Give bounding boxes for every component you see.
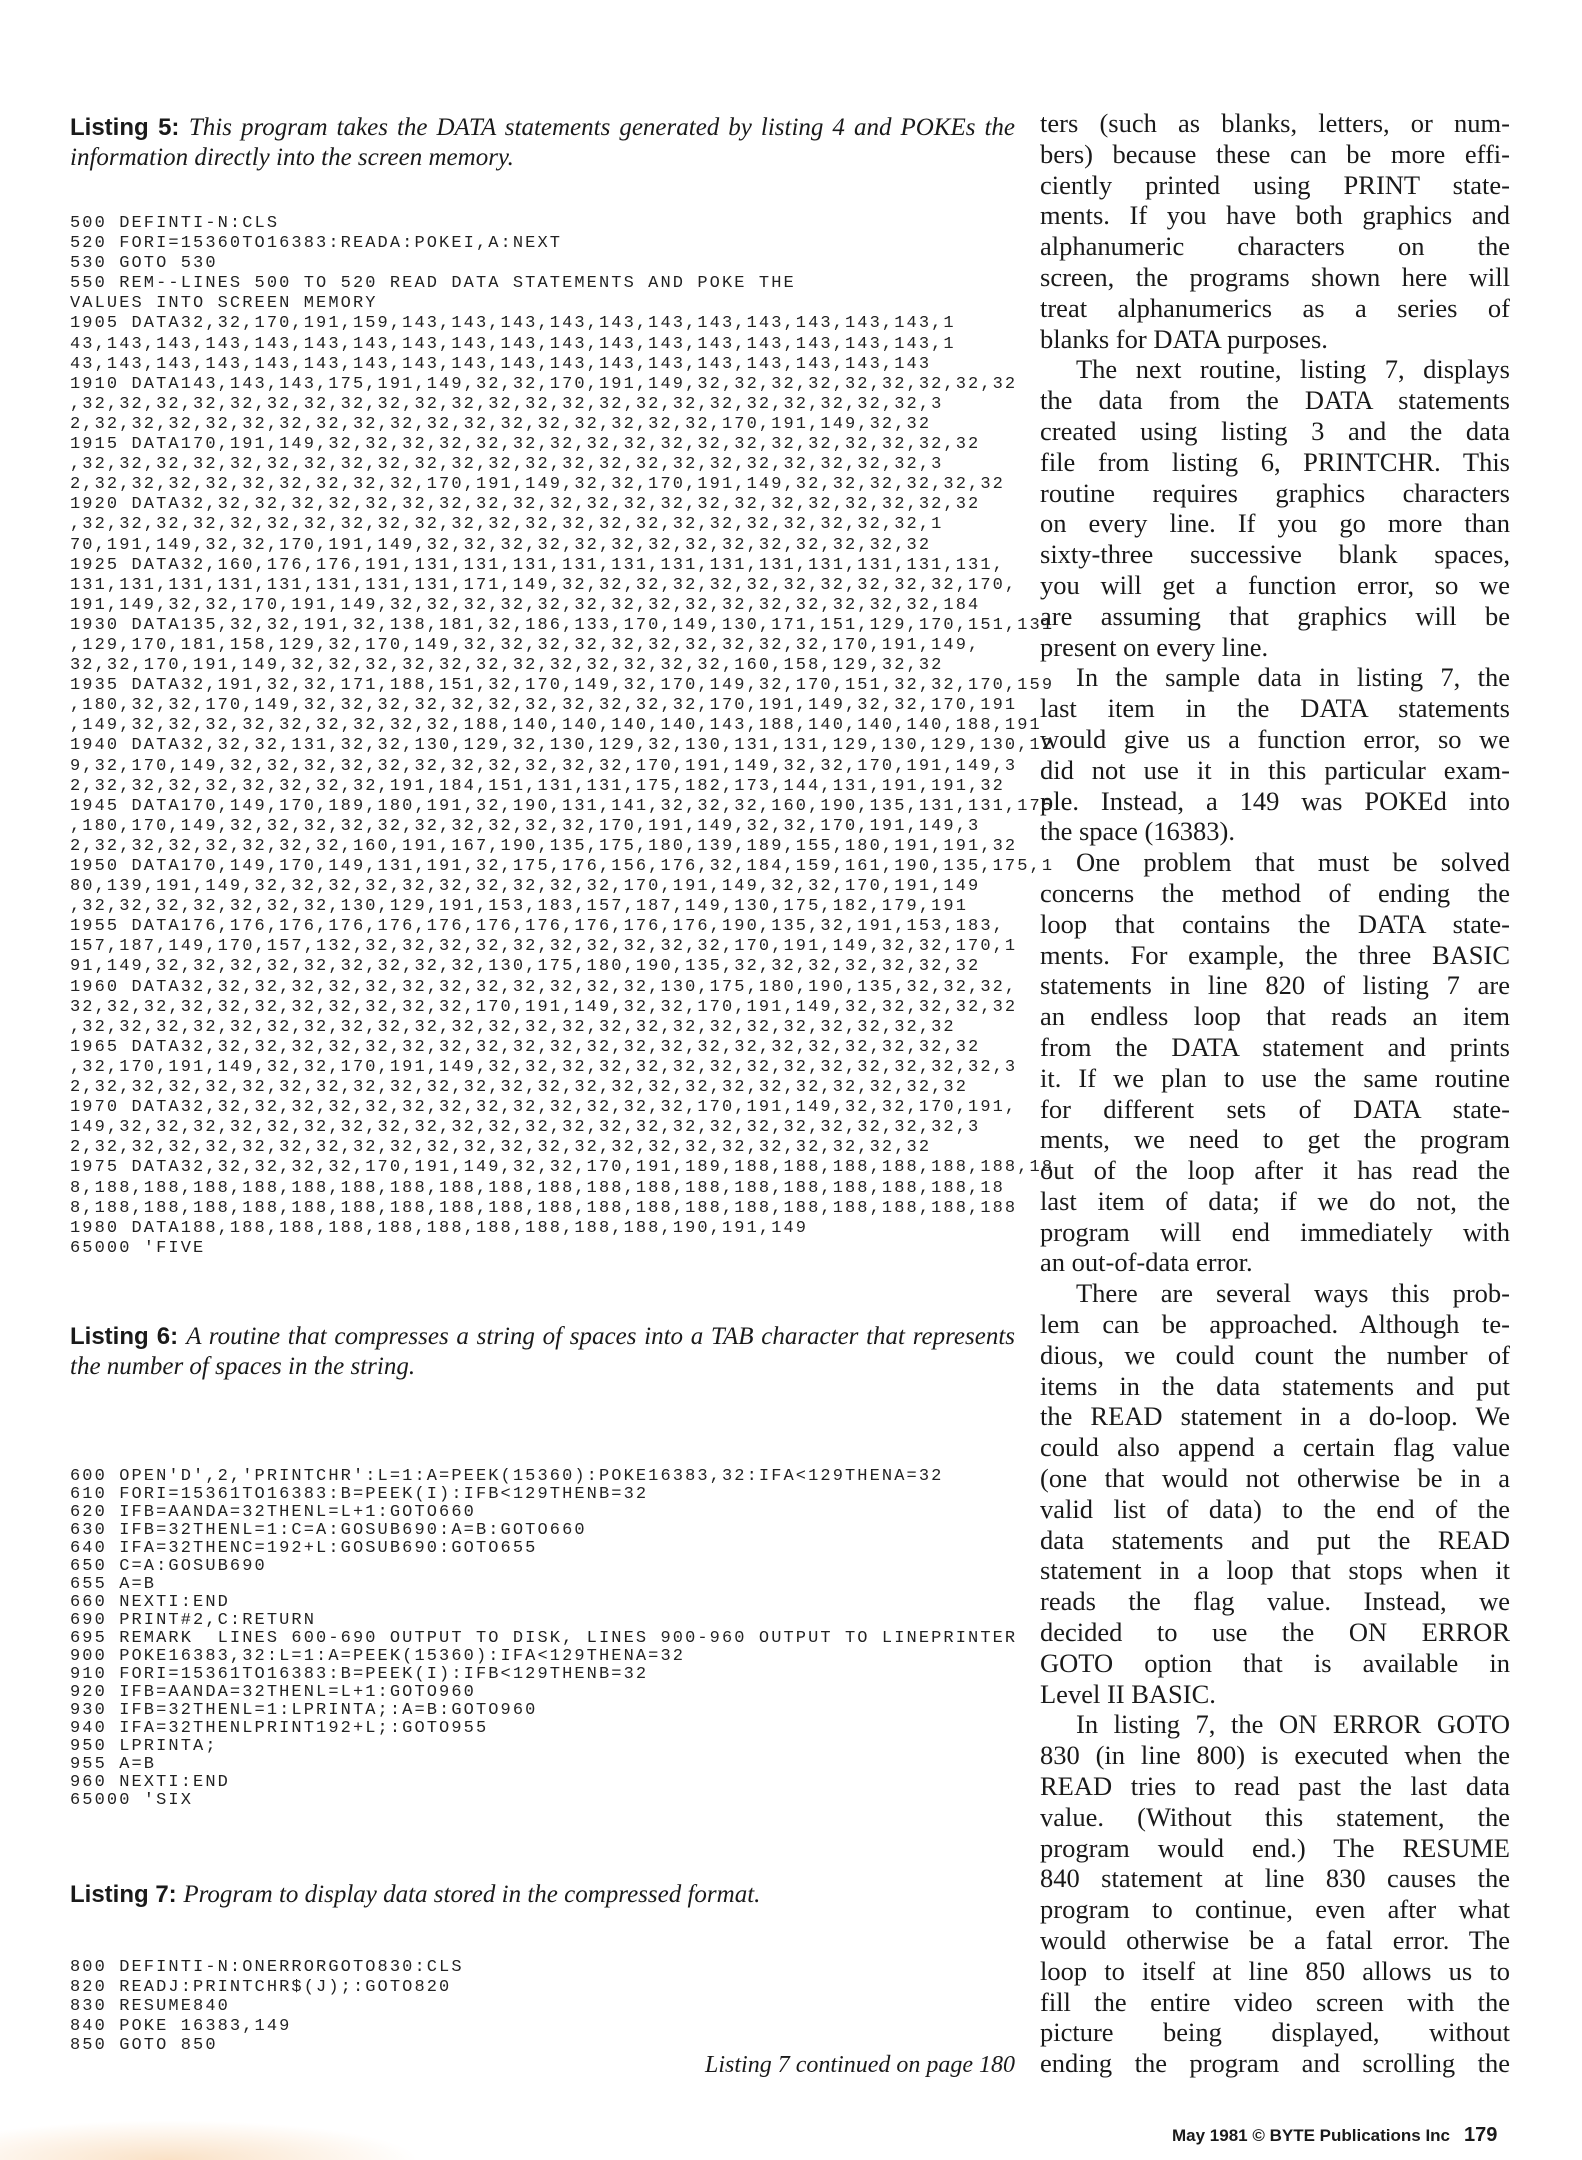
code-line: 32,32,32,32,32,32,32,32,32,32,32,170,191,149,32,32,170,191,149,32,32,32,32,32 bbox=[70, 997, 1018, 1017]
code-line: 910 FORI=15361TO16383:B=PEEK(I):IFB<129THENB=32 bbox=[70, 1665, 649, 1684]
text-line: valid list of data) to the end of the bbox=[1040, 1493, 1510, 1524]
text-line: file from listing 6, PRINTCHR. This bbox=[1040, 446, 1510, 477]
text-line: loop that contains the DATA state- bbox=[1040, 908, 1510, 939]
listing-5-code bbox=[70, 214, 1054, 1259]
code-line: 2,32,32,32,32,32,32,32,160,191,167,190,135,175,180,139,189,155,180,191,191,32 bbox=[70, 836, 1018, 856]
code-line: ,32,32,32,32,32,32,32,32,32,32,32,32,32,32,32,32,32,32,32,32,32,32,32,32 bbox=[70, 1017, 956, 1037]
text-line: ending the program and scrolling the bbox=[1040, 2048, 1510, 2079]
page-number: 179 bbox=[1464, 2124, 1498, 2146]
code-line: 600 OPEN'D',2,'PRINTCHR':L=1:A=PEEK(15360):POKE16383,32:IFA<129THENA=32 bbox=[70, 1467, 944, 1486]
code-line: 1910 DATA143,143,143,175,191,149,32,32,170,191,149,32,32,32,32,32,32,32,32,32 bbox=[70, 374, 1018, 394]
code-line: 820 READJ:PRINTCHR$(J);:GOTO820 bbox=[70, 1977, 452, 1997]
code-line: 1905 DATA32,32,170,191,159,143,143,143,143,143,143,143,143,143,143,143,1 bbox=[70, 314, 956, 334]
code-line: 800 DEFINTI-N:ONERRORGOTO830:CLS bbox=[70, 1958, 464, 1977]
text-line: it. If we plan to use the same routine bbox=[1040, 1062, 1510, 1093]
code-line: 940 IFA=32THENLPRINT192+L;:GOTO955 bbox=[70, 1719, 489, 1738]
code-line: 2,32,32,32,32,32,32,32,32,32,32,32,32,32,32,32,32,32,170,191,149,32,32 bbox=[70, 414, 932, 434]
code-line: 157,187,149,170,157,132,32,32,32,32,32,32,32,32,32,32,170,191,149,32,32,170,1 bbox=[70, 937, 1018, 957]
text-line: created using listing 3 and the data bbox=[1040, 415, 1510, 446]
footer-credit: May 1981 © BYTE Publications Inc bbox=[1172, 2126, 1451, 2145]
listing-7-code bbox=[70, 1958, 464, 2056]
code-line: 550 REM--LINES 500 TO 520 READ DATA STATEMENTS AND POKE THE bbox=[70, 274, 796, 294]
code-line: 655 A=B bbox=[70, 1575, 157, 1594]
code-line: 620 IFB=AANDA=32THENL=L+1:GOTO660 bbox=[70, 1503, 476, 1522]
article-paragraph bbox=[1040, 662, 1510, 847]
code-line: 630 IFB=32THENL=1:C=A:GOSUB690:A=B:GOTO660 bbox=[70, 1521, 587, 1540]
code-line: 91,149,32,32,32,32,32,32,32,32,32,130,175,180,190,135,32,32,32,32,32,32,32 bbox=[70, 957, 981, 977]
article-column bbox=[1040, 108, 1510, 2079]
text-line: screen, the programs shown here will bbox=[1040, 261, 1510, 292]
code-line: ,32,32,32,32,32,32,32,32,32,32,32,32,32,32,32,32,32,32,32,32,32,32,32,3 bbox=[70, 455, 944, 475]
text-line: you will get a function error, so we bbox=[1040, 569, 1510, 600]
code-line: ,32,32,32,32,32,32,32,32,32,32,32,32,32,32,32,32,32,32,32,32,32,32,32,1 bbox=[70, 515, 944, 535]
code-line: 43,143,143,143,143,143,143,143,143,143,143,143,143,143,143,143,143,143,1 bbox=[70, 334, 956, 354]
code-line: ,32,32,32,32,32,32,32,130,129,191,153,183,157,187,149,130,175,182,179,191 bbox=[70, 897, 969, 917]
text-line: fill the entire video screen with the bbox=[1040, 1986, 1510, 2017]
text-line: reads the flag value. Instead, we bbox=[1040, 1586, 1510, 1617]
listing-5-caption-text: This program takes the DATA statements generated by listing 4 and POKEs the information directly into the screen memory. bbox=[70, 114, 1016, 171]
article-paragraph bbox=[1040, 354, 1510, 662]
code-line: 530 GOTO 530 bbox=[70, 254, 218, 274]
text-line: program to continue, even after what bbox=[1040, 1894, 1510, 1925]
code-line: 1945 DATA170,149,170,189,180,191,32,190,131,141,32,32,32,160,190,135,131,131,175 bbox=[70, 796, 1055, 816]
text-line: ments, we need to get the program bbox=[1040, 1124, 1510, 1155]
code-line: 131,131,131,131,131,131,131,131,171,149,32,32,32,32,32,32,32,32,32,32,32,170, bbox=[70, 575, 1018, 595]
text-line: sixty-three successive blank spaces, bbox=[1040, 539, 1510, 570]
code-line: 920 IFB=AANDA=32THENL=L+1:GOTO960 bbox=[70, 1683, 476, 1702]
text-line: are assuming that graphics will be bbox=[1040, 600, 1510, 631]
code-line: 149,32,32,32,32,32,32,32,32,32,32,32,32,32,32,32,32,32,32,32,32,32,32,32,3 bbox=[70, 1118, 981, 1138]
code-line: 960 NEXTI:END bbox=[70, 1773, 230, 1792]
code-line: 32,32,170,191,149,32,32,32,32,32,32,32,32,32,32,32,32,160,158,129,32,32 bbox=[70, 656, 944, 676]
text-line: last item in the DATA statements bbox=[1040, 693, 1510, 724]
text-line: could also append a certain flag value bbox=[1040, 1432, 1510, 1463]
article-paragraph bbox=[1040, 1278, 1510, 1709]
text-line: One problem that must be solved bbox=[1076, 847, 1510, 878]
text-line: The next routine, listing 7, displays bbox=[1076, 354, 1510, 385]
text-line: dious, we could count the number of bbox=[1040, 1339, 1510, 1370]
text-line: routine requires graphics characters bbox=[1040, 477, 1510, 508]
code-line: ,149,32,32,32,32,32,32,32,32,32,188,140,140,140,140,143,188,140,140,140,188,191 bbox=[70, 716, 1042, 736]
text-line: out of the loop after it has read the bbox=[1040, 1155, 1510, 1186]
code-line: ,32,170,191,149,32,32,170,191,149,32,32,32,32,32,32,32,32,32,32,32,32,32,32,3 bbox=[70, 1057, 1018, 1077]
listing-6-caption-text: A routine that compresses a string of spaces into a TAB character that represents the number of spaces in the string. bbox=[70, 1323, 1016, 1380]
text-line: would otherwise be a fatal error. The bbox=[1040, 1925, 1510, 1956]
code-line: 8,188,188,188,188,188,188,188,188,188,188,188,188,188,188,188,188,188,188,18 bbox=[70, 1178, 1005, 1198]
code-line: 8,188,188,188,188,188,188,188,188,188,188,188,188,188,188,188,188,188,188,188 bbox=[70, 1198, 1018, 1218]
code-line: 1965 DATA32,32,32,32,32,32,32,32,32,32,32,32,32,32,32,32,32,32,32,32,32,32 bbox=[70, 1037, 981, 1057]
code-line: ,180,32,32,170,149,32,32,32,32,32,32,32,32,32,32,32,170,191,149,32,32,170,191 bbox=[70, 696, 1018, 716]
code-line: 9,32,170,149,32,32,32,32,32,32,32,32,32,32,32,170,191,149,32,32,170,191,149,3 bbox=[70, 756, 1018, 776]
code-line: 660 NEXTI:END bbox=[70, 1593, 230, 1612]
code-line: 70,191,149,32,32,170,191,149,32,32,32,32,32,32,32,32,32,32,32,32,32,32 bbox=[70, 535, 932, 555]
code-line: 43,143,143,143,143,143,143,143,143,143,143,143,143,143,143,143,143,143 bbox=[70, 354, 932, 374]
code-line: 1980 DATA188,188,188,188,188,188,188,188,188,188,190,191,149 bbox=[70, 1218, 809, 1238]
article-paragraph bbox=[1040, 847, 1510, 1278]
code-line: 950 LPRINTA; bbox=[70, 1737, 218, 1756]
code-line: ,180,170,149,32,32,32,32,32,32,32,32,32,32,170,191,149,32,32,170,191,149,3 bbox=[70, 816, 981, 836]
code-line: 1920 DATA32,32,32,32,32,32,32,32,32,32,32,32,32,32,32,32,32,32,32,32,32,32 bbox=[70, 495, 981, 515]
text-line: statement in a loop that stops when it bbox=[1040, 1555, 1510, 1586]
text-line: 840 statement at line 830 causes the bbox=[1040, 1863, 1510, 1894]
code-line: 1955 DATA176,176,176,176,176,176,176,176,176,176,176,190,135,32,191,153,183, bbox=[70, 917, 1005, 937]
code-line: ,32,32,32,32,32,32,32,32,32,32,32,32,32,32,32,32,32,32,32,32,32,32,32,3 bbox=[70, 394, 944, 414]
code-line: 930 IFB=32THENL=1:LPRINTA;:A=B:GOTO960 bbox=[70, 1701, 538, 1720]
code-line: 65000 'SIX bbox=[70, 1791, 194, 1810]
text-line: decided to use the ON ERROR bbox=[1040, 1617, 1510, 1648]
text-line: did not use it in this particular exam- bbox=[1040, 754, 1510, 785]
text-line: for different sets of DATA state- bbox=[1040, 1093, 1510, 1124]
listing-7-label: Listing 7: bbox=[70, 1881, 177, 1908]
code-line: 191,149,32,32,170,191,149,32,32,32,32,32,32,32,32,32,32,32,32,32,32,32,184 bbox=[70, 595, 981, 615]
code-line: 1915 DATA170,191,149,32,32,32,32,32,32,32,32,32,32,32,32,32,32,32,32,32,32 bbox=[70, 435, 981, 455]
text-line: alphanumeric characters on the bbox=[1040, 231, 1510, 262]
code-line: 840 POKE 16383,149 bbox=[70, 2016, 292, 2036]
paper-stain bbox=[0, 2120, 420, 2160]
text-line: blanks for DATA purposes. bbox=[1040, 323, 1328, 354]
listing-6-code bbox=[70, 1468, 1017, 1810]
code-line: 2,32,32,32,32,32,32,32,32,32,170,191,149,32,32,170,191,149,32,32,32,32,32,32 bbox=[70, 475, 1005, 495]
text-line: treat alphanumerics as a series of bbox=[1040, 292, 1510, 323]
listing-6-label: Listing 6: bbox=[70, 1323, 179, 1350]
code-line: 2,32,32,32,32,32,32,32,32,191,184,151,131,131,175,182,173,144,131,191,191,32 bbox=[70, 776, 1005, 796]
text-line: data statements and put the READ bbox=[1040, 1524, 1510, 1555]
text-line: Level II BASIC. bbox=[1040, 1678, 1216, 1709]
code-line: 1950 DATA170,149,170,149,131,191,32,175,176,156,176,32,184,159,161,190,135,175,1 bbox=[70, 857, 1055, 876]
text-line: statements in line 820 of listing 7 are bbox=[1040, 970, 1510, 1001]
text-line: program will end immediately with bbox=[1040, 1216, 1510, 1247]
code-line: 80,139,191,149,32,32,32,32,32,32,32,32,32,32,170,191,149,32,32,170,191,149 bbox=[70, 877, 981, 897]
text-line: ters (such as blanks, letters, or num- bbox=[1040, 108, 1510, 138]
code-line: 1940 DATA32,32,32,131,32,32,130,129,32,130,129,32,130,131,131,129,130,129,130,12 bbox=[70, 736, 1055, 756]
code-line: 520 FORI=15360TO16383:READA:POKEI,A:NEXT bbox=[70, 234, 563, 254]
code-line: 610 FORI=15361TO16383:B=PEEK(I):IFB<129THENB=32 bbox=[70, 1485, 649, 1504]
text-line: last item of data; if we do not, the bbox=[1040, 1185, 1510, 1216]
text-line: 830 (in line 800) is executed when the bbox=[1040, 1740, 1510, 1771]
text-line: value. (Without this statement, the bbox=[1040, 1801, 1510, 1832]
code-line: 2,32,32,32,32,32,32,32,32,32,32,32,32,32,32,32,32,32,32,32,32,32,32,32,32 bbox=[70, 1078, 969, 1098]
code-line: 500 DEFINTI-N:CLS bbox=[70, 214, 280, 233]
code-line: 65000 'FIVE bbox=[70, 1238, 206, 1258]
text-line: an out-of-data error. bbox=[1040, 1247, 1253, 1278]
text-line: In the sample data in listing 7, the bbox=[1076, 662, 1510, 693]
text-line: In listing 7, the ON ERROR GOTO bbox=[1076, 1709, 1510, 1740]
text-line: the space (16383). bbox=[1040, 816, 1235, 847]
code-line: VALUES INTO SCREEN MEMORY bbox=[70, 294, 378, 314]
text-line: (one that would not otherwise be in a bbox=[1040, 1463, 1510, 1494]
article-paragraph bbox=[1040, 108, 1510, 354]
code-line: 695 REMARK LINES 600-690 OUTPUT TO DISK, LINES 900-960 OUTPUT TO LINEPRINTER bbox=[70, 1629, 1018, 1648]
text-line: the data from the DATA statements bbox=[1040, 385, 1510, 416]
text-line: from the DATA statement and prints bbox=[1040, 1031, 1510, 1062]
text-line: ments. If you have both graphics and bbox=[1040, 200, 1510, 231]
code-line: 830 RESUME840 bbox=[70, 1997, 230, 2017]
text-line: would give us a function error, so we bbox=[1040, 723, 1510, 754]
code-line: 900 POKE16383,32:L=1:A=PEEK(15360):IFA<129THENA=32 bbox=[70, 1647, 686, 1666]
code-line: 650 C=A:GOSUB690 bbox=[70, 1557, 267, 1576]
text-line: an endless loop that reads an item bbox=[1040, 1001, 1510, 1032]
text-line: picture being displayed, without bbox=[1040, 2017, 1510, 2048]
text-line: bers) because these can be more effi- bbox=[1040, 138, 1510, 169]
text-line: loop to itself at line 850 allows us to bbox=[1040, 1955, 1510, 1986]
code-line: 1925 DATA32,160,176,176,191,131,131,131,131,131,131,131,131,131,131,131,131, bbox=[70, 555, 1005, 575]
text-line: GOTO option that is available in bbox=[1040, 1647, 1510, 1678]
text-line: READ tries to read past the last data bbox=[1040, 1771, 1510, 1802]
text-line: items in the data statements and put bbox=[1040, 1370, 1510, 1401]
text-line: There are several ways this prob- bbox=[1076, 1278, 1510, 1309]
listing-5-caption bbox=[70, 113, 1015, 173]
code-line: 955 A=B bbox=[70, 1755, 157, 1774]
text-line: lem can be approached. Although te- bbox=[1040, 1309, 1510, 1340]
code-line: ,129,170,181,158,129,32,170,149,32,32,32,32,32,32,32,32,32,32,170,191,149, bbox=[70, 635, 981, 655]
listing-7-continued-note: Listing 7 continued on page 180 bbox=[705, 2052, 1015, 2078]
code-line: 640 IFA=32THENC=192+L:GOSUB690:GOTO655 bbox=[70, 1539, 538, 1558]
listing-7-caption bbox=[70, 1880, 1015, 1910]
code-line: 690 PRINT#2,C:RETURN bbox=[70, 1611, 317, 1630]
code-line: 1975 DATA32,32,32,32,32,170,191,149,32,32,170,191,189,188,188,188,188,188,188,18 bbox=[70, 1158, 1055, 1178]
code-line: 1935 DATA32,191,32,32,171,188,151,32,170,149,32,170,149,32,170,151,32,32,170,159 bbox=[70, 676, 1055, 696]
text-line: ments. For example, the three BASIC bbox=[1040, 939, 1510, 970]
text-line: the READ statement in a do-loop. We bbox=[1040, 1401, 1510, 1432]
page-footer bbox=[1172, 2124, 1497, 2147]
code-line: 1960 DATA32,32,32,32,32,32,32,32,32,32,32,32,32,130,175,180,190,135,32,32,32, bbox=[70, 977, 1018, 997]
code-line: 850 GOTO 850 bbox=[70, 2036, 218, 2056]
listing-5-label: Listing 5: bbox=[70, 114, 180, 141]
code-line: 1970 DATA32,32,32,32,32,32,32,32,32,32,32,32,32,32,170,191,149,32,32,170,191, bbox=[70, 1098, 1018, 1118]
listing-7-caption-text: Program to display data stored in the compressed format. bbox=[183, 1881, 761, 1908]
text-line: program would end.) The RESUME bbox=[1040, 1832, 1510, 1863]
text-line: ciently printed using PRINT state- bbox=[1040, 169, 1510, 200]
listing-6-caption bbox=[70, 1322, 1015, 1382]
text-line: ple. Instead, a 149 was POKEd into bbox=[1040, 785, 1510, 816]
text-line: present on every line. bbox=[1040, 631, 1269, 662]
text-line: on every line. If you go more than bbox=[1040, 508, 1510, 539]
text-line: concerns the method of ending the bbox=[1040, 877, 1510, 908]
code-line: 1930 DATA135,32,32,191,32,138,181,32,186,133,170,149,130,171,151,129,170,151,131 bbox=[70, 615, 1055, 635]
code-line: 2,32,32,32,32,32,32,32,32,32,32,32,32,32,32,32,32,32,32,32,32,32,32,32 bbox=[70, 1138, 932, 1158]
article-paragraph bbox=[1040, 1709, 1510, 2079]
